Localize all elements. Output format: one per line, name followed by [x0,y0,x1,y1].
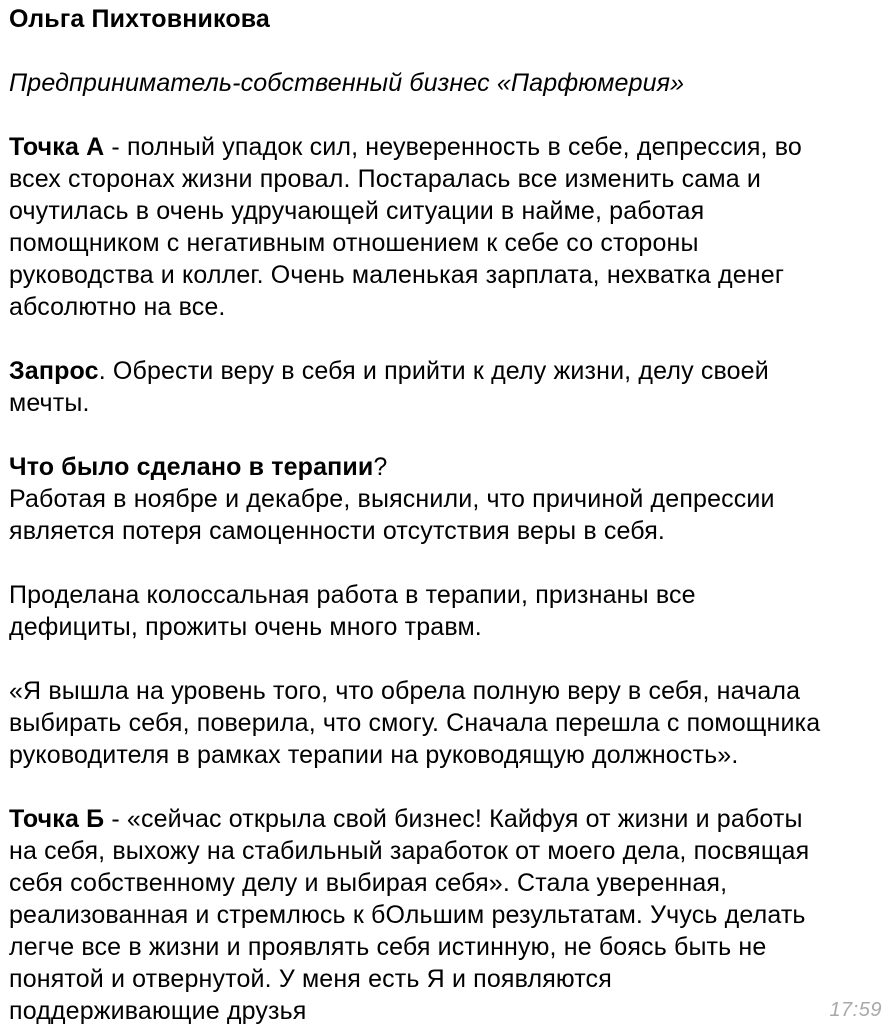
therapy-line-1: Работая в ноябре и декабре, выяснили, что причиной депрессии [9,485,775,513]
point-b-line-6: понятой и отвернутой. У меня есть Я и появляются [9,965,612,993]
point-a-line-6: абсолютно на все. [9,293,226,321]
request-line-2: мечты. [9,389,90,417]
request-paragraph [9,355,889,419]
point-b-paragraph [9,803,889,1027]
point-b-line-7: поддерживающие друзья [9,997,307,1025]
message-bubble [9,3,889,1027]
work-paragraph [9,579,889,643]
point-a-text-1: - полный упадок сил, неуверенность в себе, депрессия, во [104,133,802,161]
spacer [9,771,889,803]
quote-line-2: выбирать себя, поверила, что смогу. Сначала перешла с помощника [9,709,821,737]
sender-subtitle: Предприниматель-собственный бизнес «Парфюмерия» [9,69,685,97]
spacer [9,419,889,451]
point-b-line-2: на себя, выхожу на стабильный заработок от моего дела, посвящая [9,837,810,865]
therapy-label: Что было сделано в терапии [9,453,374,481]
point-b-label: Точка Б [9,805,105,833]
message-timestamp: 17:59 [829,999,882,1021]
work-line-1: Проделана колоссальная работа в терапии, признаны все [9,581,696,609]
work-line-2: дефициты, прожиты очень много травм. [9,613,482,641]
request-label: Запрос [9,357,99,385]
point-b-line-1 [9,803,889,835]
point-a-line-2: всех сторонах жизни провал. Постаралась все изменить сама и [9,165,761,193]
point-a-line-1 [9,131,889,163]
quote-line-1: «Я вышла на уровень того, что обрела полную веру в себя, начала [9,677,801,705]
therapy-mark: ? [373,453,388,481]
request-text-1: . Обрести веру в себя и прийти к делу жизни, делу своей [98,357,769,385]
spacer [9,323,889,355]
point-a-line-3: очутилась в очень удручающей ситуации в найме, работая [9,197,705,225]
point-a-line-4: помощником с негативным отношением к себе со стороны [9,229,699,257]
therapy-heading [9,451,889,483]
spacer [9,99,889,131]
point-b-text-1: - «сейчас открыла свой бизнес! Кайфуя от жизни и работы [104,805,803,833]
point-a-line-5: руководства и коллег. Очень маленькая зарплата, нехватка денег [9,261,785,289]
point-b-line-5: легче все в жизни и проявлять себя истинную, не боясь быть не [9,933,767,961]
point-b-line-3: себя собственному делу и выбирая себя». Стала уверенная, [9,869,728,897]
therapy-paragraph [9,451,889,547]
point-b-line-4: реализованная и стремлюсь к бОльшим результатам. Учусь делать [9,901,806,929]
sender-name[interactable]: Ольга Пихтовникова [9,5,270,33]
quote-paragraph [9,675,889,771]
spacer [9,547,889,579]
spacer [9,35,889,67]
spacer [9,643,889,675]
point-a-label: Точка А [9,133,105,161]
quote-line-3: руководителя в рамках терапии на руководящую должность». [9,741,739,769]
request-line-1 [9,355,889,387]
point-a-paragraph [9,131,889,323]
therapy-line-2: является потеря самоценности отсутствия веры в себя. [9,517,665,545]
